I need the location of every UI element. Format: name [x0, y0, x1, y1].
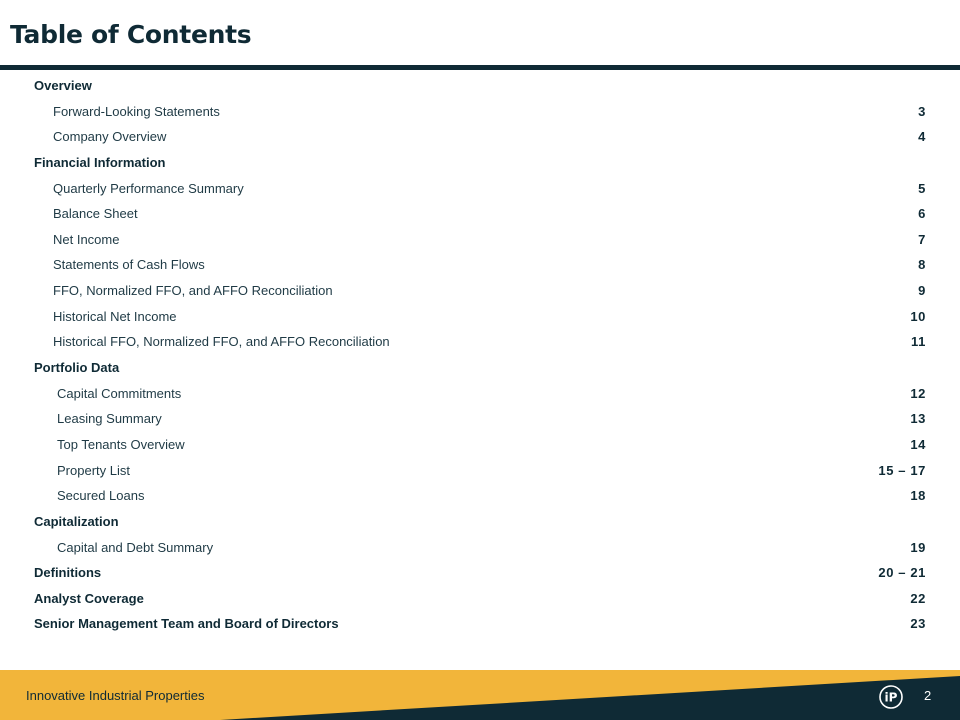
toc-item-label: Secured Loans	[57, 488, 145, 504]
footer-company-name: Innovative Industrial Properties	[26, 688, 205, 703]
toc-item-label: Capital Commitments	[57, 385, 182, 401]
toc-item-row[interactable]	[0, 483, 960, 509]
toc-page-number: 20 – 21	[878, 565, 926, 581]
toc-page-number: 19	[910, 539, 926, 555]
toc-item-label: Historical FFO, Normalized FFO, and AFFO Reconciliation	[53, 334, 390, 350]
toc-item-row[interactable]	[0, 458, 960, 484]
logo-lettering: iP	[884, 690, 898, 705]
toc-page-number: 22	[910, 590, 926, 606]
toc-page-number: 8	[918, 257, 926, 273]
toc-section-label: Senior Management Team and Board of Directors	[34, 616, 339, 632]
toc-page-number: 23	[910, 616, 926, 632]
toc-section-row[interactable]	[0, 509, 960, 535]
toc-page-number: 9	[918, 283, 926, 299]
toc-section-row[interactable]	[0, 586, 960, 612]
toc-section-row[interactable]	[0, 355, 960, 381]
table-of-contents	[0, 73, 960, 637]
toc-item-row[interactable]	[0, 176, 960, 202]
toc-section-label: Capitalization	[34, 513, 119, 529]
toc-item-row[interactable]	[0, 329, 960, 355]
page-title: Table of Contents	[10, 20, 252, 49]
toc-section-label: Definitions	[34, 565, 102, 581]
toc-item-row[interactable]	[0, 406, 960, 432]
toc-page-number: 6	[918, 206, 926, 222]
toc-item-label: Forward-Looking Statements	[53, 103, 220, 119]
toc-page-number: 18	[910, 488, 926, 504]
toc-item-row[interactable]	[0, 227, 960, 253]
toc-item-label: Top Tenants Overview	[57, 436, 185, 452]
toc-item-label: Historical Net Income	[53, 308, 177, 324]
toc-item-label: Capital and Debt Summary	[57, 539, 214, 555]
toc-section-row[interactable]	[0, 560, 960, 586]
toc-section-row[interactable]	[0, 611, 960, 637]
toc-section-row[interactable]	[0, 73, 960, 99]
toc-page-number: 7	[918, 231, 926, 247]
toc-item-label: Property List	[57, 462, 130, 478]
toc-item-row[interactable]	[0, 304, 960, 330]
toc-item-label: FFO, Normalized FFO, and AFFO Reconciliation	[53, 283, 333, 299]
toc-item-row[interactable]	[0, 99, 960, 125]
toc-section-label: Financial Information	[34, 154, 166, 170]
title-divider	[0, 65, 960, 70]
toc-section-label: Analyst Coverage	[34, 590, 144, 606]
toc-item-label: Leasing Summary	[57, 411, 162, 427]
toc-page-number: 13	[910, 411, 926, 427]
toc-section-label: Portfolio Data	[34, 360, 120, 376]
toc-item-label: Statements of Cash Flows	[53, 257, 205, 273]
toc-item-label: Company Overview	[53, 129, 167, 145]
toc-section-row[interactable]	[0, 150, 960, 176]
toc-page-number: 12	[910, 385, 926, 401]
page-number: 2	[924, 688, 932, 703]
toc-page-number: 15 – 17	[878, 462, 926, 478]
toc-page-number: 3	[918, 103, 926, 119]
toc-page-number: 14	[910, 436, 926, 452]
toc-item-row[interactable]	[0, 124, 960, 150]
toc-page-number: 4	[918, 129, 926, 145]
toc-item-row[interactable]	[0, 252, 960, 278]
company-logo-icon	[878, 684, 904, 710]
toc-item-row[interactable]	[0, 535, 960, 561]
toc-item-label: Quarterly Performance Summary	[53, 180, 244, 196]
toc-item-row[interactable]	[0, 201, 960, 227]
toc-page-number: 10	[910, 308, 926, 324]
toc-item-label: Net Income	[53, 231, 120, 247]
toc-item-row[interactable]	[0, 432, 960, 458]
toc-item-row[interactable]	[0, 278, 960, 304]
toc-item-row[interactable]	[0, 381, 960, 407]
toc-page-number: 11	[911, 334, 926, 350]
toc-page-number: 5	[918, 180, 926, 196]
toc-item-label: Balance Sheet	[53, 206, 138, 222]
toc-section-label: Overview	[34, 78, 92, 93]
